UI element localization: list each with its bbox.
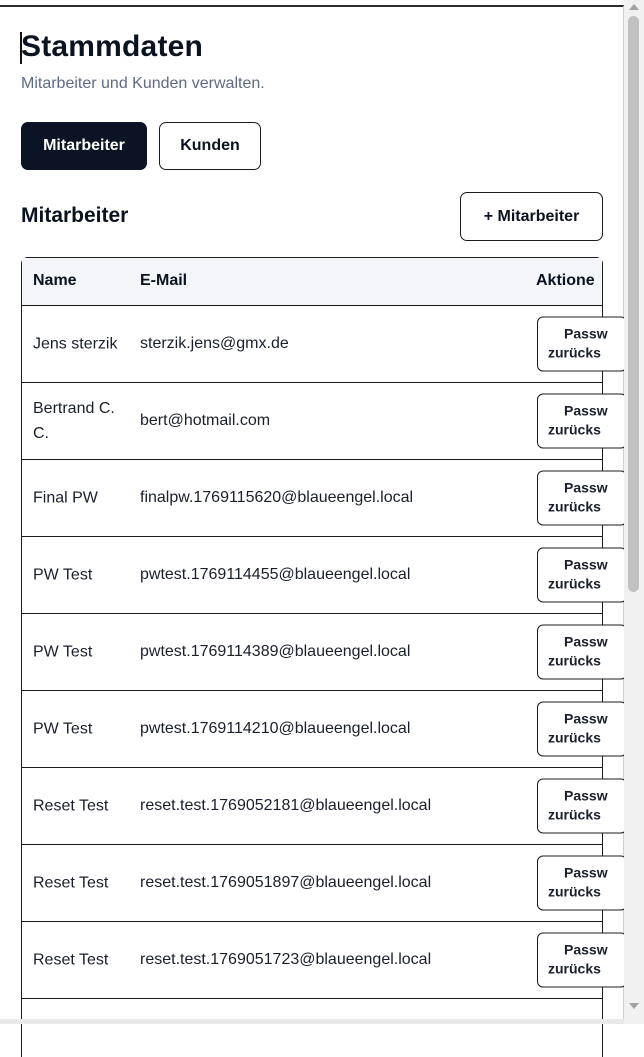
reset-password-button[interactable] (537, 471, 627, 526)
table-row (22, 383, 608, 460)
tab-bar (21, 122, 261, 170)
reset-password-label-line2: zurücks (548, 652, 601, 669)
reset-password-button[interactable] (537, 394, 627, 449)
table-row (22, 306, 608, 383)
employee-email: pwtest.1769114389@blaueengel.local (140, 643, 411, 660)
employee-email: finalpw.1769115620@blaueengel.local (140, 489, 414, 506)
reset-password-label-line1: Passw (564, 402, 608, 419)
column-header-name: Name (33, 272, 77, 289)
table-row (22, 537, 608, 614)
reset-password-label-line1: Passw (564, 325, 608, 342)
employee-name: Bertrand C. C. (33, 400, 115, 442)
employee-name: Reset Test (33, 874, 109, 892)
scroll-up-arrow-icon[interactable] (629, 4, 639, 10)
employee-name: PW Test (33, 720, 93, 738)
table-row (22, 845, 608, 922)
employee-email: pwtest.1769114210@blaueengel.local (140, 720, 411, 737)
section-header (21, 192, 603, 242)
bottom-edge (0, 1019, 624, 1024)
page-content (21, 30, 608, 977)
table-row (22, 768, 608, 845)
reset-password-label-line2: zurücks (548, 344, 601, 361)
table-header (22, 258, 602, 306)
vertical-scrollbar[interactable] (624, 0, 644, 1024)
reset-password-label-line1: Passw (564, 556, 608, 573)
reset-password-label-line2: zurücks (548, 960, 601, 977)
tab-mitarbeiter[interactable]: Mitarbeiter (21, 122, 147, 170)
reset-password-label-line2: zurücks (548, 421, 601, 438)
reset-password-button[interactable] (537, 702, 627, 757)
employee-name: PW Test (33, 643, 93, 661)
scroll-thumb[interactable] (628, 16, 639, 592)
reset-password-label-line2: zurücks (548, 575, 601, 592)
reset-password-button[interactable] (537, 548, 627, 603)
scroll-down-arrow-icon[interactable] (629, 1003, 639, 1009)
reset-password-button[interactable] (537, 317, 627, 372)
employee-email: reset.test.1769051897@blaueengel.local (140, 874, 432, 891)
text-caret (20, 32, 22, 64)
add-employee-button[interactable]: + Mitarbeiter (460, 192, 603, 241)
section-title: Mitarbeiter (21, 204, 129, 227)
reset-password-label-line1: Passw (564, 633, 608, 650)
reset-password-label-line2: zurücks (548, 729, 601, 746)
employee-name: PW Test (33, 566, 93, 584)
reset-password-button[interactable] (537, 933, 627, 988)
employee-email: sterzik.jens@gmx.de (140, 335, 289, 352)
column-header-actions: Aktione (536, 272, 595, 289)
page-title: Stammdaten (21, 30, 204, 63)
table-row (22, 922, 608, 999)
table-row (22, 460, 608, 537)
reset-password-label-line1: Passw (564, 710, 608, 727)
reset-password-label-line1: Passw (564, 787, 608, 804)
table-row (22, 691, 608, 768)
reset-password-button[interactable] (537, 856, 627, 911)
reset-password-label-line1: Passw (564, 941, 608, 958)
table-body (22, 306, 608, 999)
employee-name: Final PW (33, 489, 98, 507)
reset-password-label-line2: zurücks (548, 498, 601, 515)
reset-password-button[interactable] (537, 625, 627, 680)
employee-email: pwtest.1769114455@blaueengel.local (140, 566, 411, 583)
reset-password-label-line2: zurücks (548, 883, 601, 900)
page-subtitle: Mitarbeiter und Kunden verwalten. (21, 75, 265, 92)
reset-password-button[interactable] (537, 779, 627, 834)
table-row (22, 614, 608, 691)
employee-email: reset.test.1769052181@blaueengel.local (140, 797, 432, 814)
reset-password-label-line1: Passw (564, 864, 608, 881)
reset-password-label-line2: zurücks (548, 806, 601, 823)
employee-name: Reset Test (33, 797, 109, 815)
employee-name: Reset Test (33, 951, 109, 969)
employee-name: Jens sterzik (33, 335, 118, 353)
reset-password-label-line1: Passw (564, 479, 608, 496)
column-header-email: E-Mail (140, 272, 188, 289)
employee-table (21, 257, 608, 1057)
employee-email: reset.test.1769051723@blaueengel.local (140, 951, 432, 968)
tab-kunden[interactable]: Kunden (159, 122, 261, 170)
employee-email: bert@hotmail.com (140, 412, 271, 429)
